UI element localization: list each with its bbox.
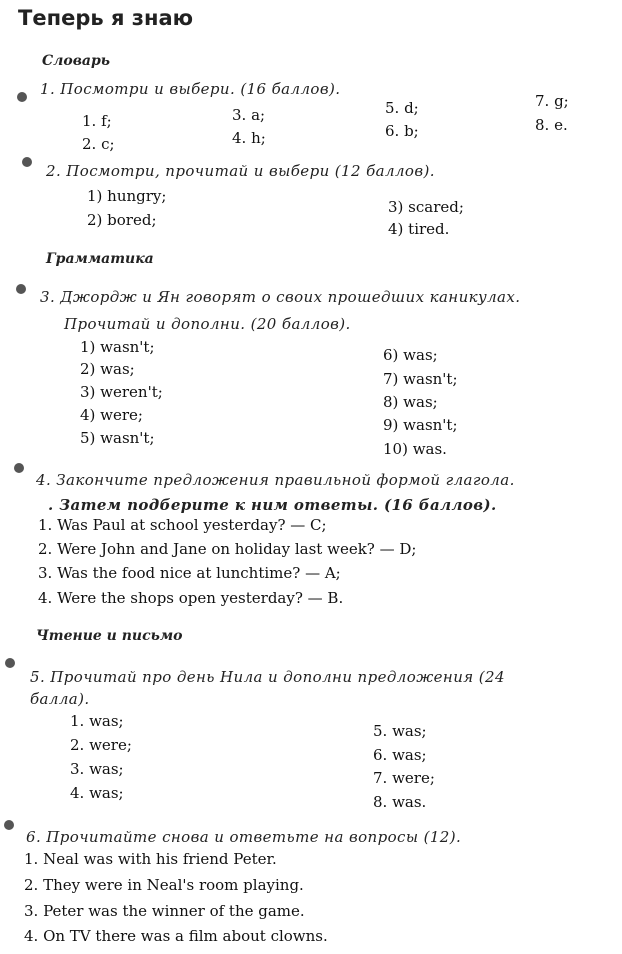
answer: 3) weren't; [80,383,163,401]
answer: 2. were; [70,736,132,754]
answer: 8. was. [373,793,427,811]
task-5-instruction-line2: балла). [30,690,90,708]
answer: 8. e. [535,116,568,134]
task-5-instruction: 5. Прочитай про день Нила и дополни предложения (24 [30,668,505,686]
section-grammar: Грамматика [46,251,154,267]
task-4-instruction: 4. Закончите предложения правильной формой глагола. [36,471,515,489]
task-1-instruction: 1. Посмотри и выбери. (16 баллов). [40,80,341,98]
answer: 4. was; [70,784,124,802]
answer: 2. Were John and Jane on holiday last week? — D; [38,540,417,558]
section-vocabulary: Словарь [42,53,111,69]
answer: 10) was. [383,440,447,458]
bullet-icon [5,658,15,668]
answer: 8) was; [383,393,438,411]
task-2-instruction: 2. Посмотри, прочитай и выбери (12 баллов). [46,162,435,180]
answer: 1. Was Paul at school yesterday? — C; [38,516,327,534]
answer: 2) was; [80,360,135,378]
answer: 1. Neal was with his friend Peter. [24,850,277,868]
answer: 6) was; [383,346,438,364]
answer: 1. was; [70,712,124,730]
answer: 6. was; [373,746,427,764]
page-title: Теперь я знаю [18,6,194,30]
answer: 7. were; [373,769,435,787]
answer: 2. c; [82,135,115,153]
task-3-instruction-line2: Прочитай и дополни. (20 баллов). [64,315,351,333]
bullet-icon [14,463,24,473]
answer: 5. was; [373,722,427,740]
answer: 3. Was the food nice at lunchtime? — A; [38,564,341,582]
bullet-icon [4,820,14,830]
answer: 2) bored; [87,211,157,229]
answer: 3. was; [70,760,124,778]
answer: 4) were; [80,406,143,424]
task-3-instruction: 3. Джордж и Ян говорят о своих прошедших каникулах. [40,288,521,306]
answer: 1. f; [82,112,112,130]
bullet-icon [17,92,27,102]
answer: 9) wasn't; [383,416,458,434]
answer: 4) tired. [388,220,450,238]
answer: 4. h; [232,129,266,147]
bullet-icon [16,284,26,294]
answer: 4. Were the shops open yesterday? — B. [38,589,344,607]
section-reading: Чтение и письмо [36,628,183,644]
answer: 6. b; [385,122,419,140]
answer: 2. They were in Neal's room playing. [24,876,304,894]
answer: 3) scared; [388,198,464,216]
answer: 7. g; [535,92,569,110]
answer: 3. a; [232,106,266,124]
answer: 4. On TV there was a film about clowns. [24,927,328,945]
answer: 5. d; [385,99,419,117]
answer: 7) wasn't; [383,370,458,388]
answer: 1) wasn't; [80,338,155,356]
bullet-icon [22,157,32,167]
task-6-instruction: 6. Прочитайте снова и ответьте на вопросы (12). [26,828,462,846]
task-4-instruction-line2: . Затем подберите к ним ответы. (16 баллов). [48,496,497,514]
answer: 5) wasn't; [80,429,155,447]
answer: 3. Peter was the winner of the game. [24,902,305,920]
answer: 1) hungry; [87,187,167,205]
